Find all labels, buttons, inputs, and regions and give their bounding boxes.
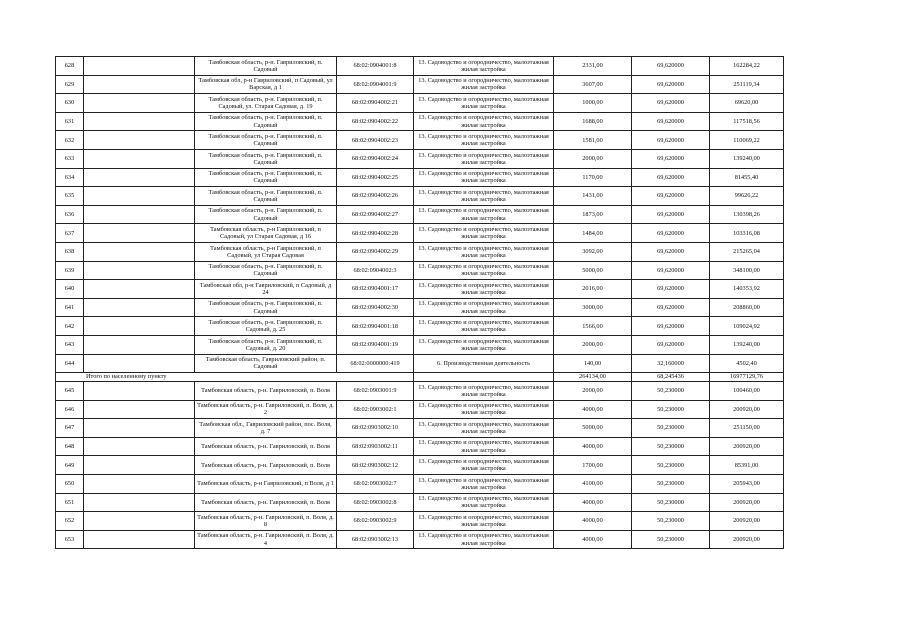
address-cell: Тамбовская область, р-н. Гавриловский, п. Воля, д. 8 [195, 512, 337, 531]
area-cell: 3000,00 [554, 298, 632, 317]
area-cell: 4000,00 [554, 437, 632, 456]
cadastral-value-cell: 130398,26 [710, 205, 784, 224]
row-number: 647 [56, 419, 84, 438]
specific-value-cell: 69,620000 [632, 224, 710, 243]
subtotal-cadastral-cell [337, 373, 414, 382]
area-cell: 1431,00 [554, 187, 632, 206]
specific-value-cell: 69,620000 [632, 187, 710, 206]
specific-value-cell: 32,160000 [632, 354, 710, 373]
address-cell: Тамбовская обл, р-н Гавриловский, п Садовый, д 24 [195, 280, 337, 299]
cadastral-number-cell: 68:02:0904001:8 [337, 57, 414, 76]
address-cell: Тамбовская область, Гавриловский район, п. Садовый [195, 354, 337, 373]
specific-value-cell: 69,620000 [632, 75, 710, 94]
table-body [56, 57, 784, 549]
table-row [56, 131, 784, 150]
row-number: 632 [56, 131, 84, 150]
settlement-cell [84, 112, 195, 131]
address-cell: Тамбовская область, р-н. Гавриловский, п. Воля [195, 493, 337, 512]
cadastral-value-cell: 139240,00 [710, 335, 784, 354]
land-use-cell: 13. Садоводство и огородничество, малоэтажная жилая застройка [414, 400, 554, 419]
specific-value-cell: 69,620000 [632, 261, 710, 280]
land-use-cell: 13. Садоводство и огородничество, малоэтажная жилая застройка [414, 280, 554, 299]
address-cell: Тамбовская область, р-н. Гавриловский, п. Воля [195, 437, 337, 456]
row-number: 637 [56, 224, 84, 243]
settlement-cell [84, 205, 195, 224]
land-use-cell: 13. Садоводство и огородничество, малоэтажная жилая застройка [414, 530, 554, 549]
land-plots-table [55, 56, 784, 549]
area-cell: 1581,00 [554, 131, 632, 150]
row-number: 648 [56, 437, 84, 456]
address-cell: Тамбовская область, р-н. Гавриловский, п. Садовый, д. 20 [195, 335, 337, 354]
land-use-cell: 13. Садоводство и огородничество, малоэтажная жилая застройка [414, 382, 554, 401]
row-number: 640 [56, 280, 84, 299]
address-cell: Тамбовская область, р-н. Гавриловский, п. Садовый, ул. Старая Садовая, д. 19 [195, 94, 337, 113]
table-row [56, 530, 784, 549]
settlement-cell [84, 437, 195, 456]
cadastral-value-cell: 200920,00 [710, 530, 784, 549]
table-row [56, 437, 784, 456]
specific-value-cell: 50,230000 [632, 475, 710, 494]
area-cell: 4000,00 [554, 530, 632, 549]
area-cell: 1873,00 [554, 205, 632, 224]
specific-value-cell: 50,230000 [632, 512, 710, 531]
table-row [56, 205, 784, 224]
area-cell: 2000,00 [554, 149, 632, 168]
address-cell: Тамбовская область, р-н. Гавриловский, п. Садовый [195, 168, 337, 187]
area-cell: 2016,00 [554, 280, 632, 299]
subtotal-value: 16977129,76 [710, 373, 784, 382]
address-cell: Тамбовская обл., Гавриловский район, пос. Воля, д. 7 [195, 419, 337, 438]
area-cell: 2331,00 [554, 57, 632, 76]
cadastral-number-cell: 68:02:0904002:29 [337, 242, 414, 261]
cadastral-value-cell: 69620,00 [710, 94, 784, 113]
cadastral-value-cell: 205943,00 [710, 475, 784, 494]
cadastral-value-cell: 200920,00 [710, 400, 784, 419]
settlement-cell [84, 419, 195, 438]
address-cell: Тамбовская область, р-н Гавриловский, п Садовый, ул Старая Садовая, д 16 [195, 224, 337, 243]
table-row [56, 94, 784, 113]
address-cell: Тамбовская область, р-н Гавриловский, п Садовый, ул Старая Садовая [195, 242, 337, 261]
row-number: 639 [56, 261, 84, 280]
row-number: 635 [56, 187, 84, 206]
address-cell: Тамбовская область, р-н. Гавриловский, п. Садовый [195, 131, 337, 150]
area-cell: 1566,00 [554, 317, 632, 336]
land-use-cell: 13. Садоводство и огородничество, малоэтажная жилая застройка [414, 224, 554, 243]
table-row [56, 75, 784, 94]
cadastral-number-cell: 68:02:0903002:12 [337, 456, 414, 475]
land-use-cell: 13. Садоводство и огородничество, малоэтажная жилая застройка [414, 75, 554, 94]
settlement-cell [84, 354, 195, 373]
table-row [56, 317, 784, 336]
area-cell: 140,00 [554, 354, 632, 373]
settlement-cell [84, 493, 195, 512]
settlement-cell [84, 94, 195, 113]
cadastral-number-cell: 68:02:0904002:3 [337, 261, 414, 280]
specific-value-cell: 50,230000 [632, 530, 710, 549]
cadastral-number-cell: 68:02:0903001:9 [337, 382, 414, 401]
row-number: 634 [56, 168, 84, 187]
cadastral-value-cell: 162284,22 [710, 57, 784, 76]
cadastral-value-table [55, 56, 784, 549]
cadastral-value-cell: 100460,00 [710, 382, 784, 401]
land-use-cell: 13. Садоводство и огородничество, малоэтажная жилая застройка [414, 456, 554, 475]
cadastral-value-cell: 200920,00 [710, 437, 784, 456]
cadastral-value-cell: 110069,22 [710, 131, 784, 150]
settlement-cell [84, 456, 195, 475]
land-use-cell: 13. Садоводство и огородничество, малоэтажная жилая застройка [414, 298, 554, 317]
area-cell: 2000,00 [554, 382, 632, 401]
cadastral-value-cell: 200920,00 [710, 493, 784, 512]
area-cell: 4000,00 [554, 493, 632, 512]
cadastral-value-cell: 139240,00 [710, 149, 784, 168]
land-use-cell: 13. Садоводство и огородничество, малоэтажная жилая застройка [414, 149, 554, 168]
specific-value-cell: 69,620000 [632, 57, 710, 76]
row-number: 645 [56, 382, 84, 401]
subtotal-row [56, 373, 784, 382]
table-row [56, 242, 784, 261]
address-cell: Тамбовская область, р-н. Гавриловский, п. Садовый [195, 187, 337, 206]
cadastral-number-cell: 68:02:0904002:30 [337, 298, 414, 317]
table-row [56, 354, 784, 373]
cadastral-number-cell: 68:02:0000000:419 [337, 354, 414, 373]
table-row [56, 493, 784, 512]
row-number: 653 [56, 530, 84, 549]
table-row [56, 280, 784, 299]
land-use-cell: 13. Садоводство и огородничество, малоэтажная жилая застройка [414, 187, 554, 206]
cadastral-value-cell: 208860,00 [710, 298, 784, 317]
land-use-cell: 6. Производственная деятельность [414, 354, 554, 373]
cadastral-value-cell: 200920,00 [710, 512, 784, 531]
settlement-cell [84, 335, 195, 354]
land-use-cell: 13. Садоводство и огородничество, малоэтажная жилая застройка [414, 512, 554, 531]
row-number: 643 [56, 335, 84, 354]
land-use-cell: 13. Садоводство и огородничество, малоэтажная жилая застройка [414, 335, 554, 354]
settlement-cell [84, 280, 195, 299]
address-cell: Тамбовская обл, р-н Гавриловский, п Садовый, ул Варская, д 1 [195, 75, 337, 94]
cadastral-value-cell: 109024,92 [710, 317, 784, 336]
cadastral-number-cell: 68:02:0904002:27 [337, 205, 414, 224]
area-cell: 5000,00 [554, 261, 632, 280]
row-number: 638 [56, 242, 84, 261]
settlement-cell [84, 400, 195, 419]
table-row [56, 57, 784, 76]
area-cell: 1000,00 [554, 94, 632, 113]
table-row [56, 475, 784, 494]
land-use-cell: 13. Садоводство и огородничество, малоэтажная жилая застройка [414, 261, 554, 280]
land-use-cell: 13. Садоводство и огородничество, малоэтажная жилая застройка [414, 437, 554, 456]
area-cell: 1700,00 [554, 456, 632, 475]
cadastral-number-cell: 68:02:0903002:9 [337, 512, 414, 531]
cadastral-value-cell: 4502,40 [710, 354, 784, 373]
cadastral-number-cell: 68:02:0904002:24 [337, 149, 414, 168]
land-use-cell: 13. Садоводство и огородничество, малоэтажная жилая застройка [414, 57, 554, 76]
area-cell: 4000,00 [554, 512, 632, 531]
address-cell: Тамбовская область, р-н. Гавриловский, п. Садовый [195, 57, 337, 76]
settlement-cell [84, 57, 195, 76]
area-cell: 1484,00 [554, 224, 632, 243]
table-row [56, 419, 784, 438]
area-cell: 3092,00 [554, 242, 632, 261]
cadastral-number-cell: 68:02:0904002:23 [337, 131, 414, 150]
table-row [56, 224, 784, 243]
cadastral-number-cell: 68:02:0903002:13 [337, 530, 414, 549]
table-row [56, 335, 784, 354]
specific-value-cell: 50,230000 [632, 437, 710, 456]
cadastral-number-cell: 68:02:0904001:19 [337, 335, 414, 354]
address-cell: Тамбовская область, р-н. Гавриловский, п. Садовый [195, 261, 337, 280]
settlement-cell [84, 187, 195, 206]
specific-value-cell: 50,230000 [632, 456, 710, 475]
cadastral-value-cell: 348100,00 [710, 261, 784, 280]
subtotal-rate: 68,245436 [632, 373, 710, 382]
specific-value-cell: 69,620000 [632, 112, 710, 131]
cadastral-number-cell: 68:02:0903002:1 [337, 400, 414, 419]
land-use-cell: 13. Садоводство и огородничество, малоэтажная жилая застройка [414, 493, 554, 512]
cadastral-number-cell: 68:02:0904001:18 [337, 317, 414, 336]
address-cell: Тамбовская область, р-н. Гавриловский, п. Воля, д. 2 [195, 400, 337, 419]
land-use-cell: 13. Садоводство и огородничество, малоэтажная жилая застройка [414, 475, 554, 494]
cadastral-number-cell: 68:02:0904002:21 [337, 94, 414, 113]
settlement-cell [84, 168, 195, 187]
address-cell: Тамбовская область, р-н. Гавриловский, п. Садовый, д. 25 [195, 317, 337, 336]
area-cell: 1688,00 [554, 112, 632, 131]
table-row [56, 456, 784, 475]
area-cell: 5000,00 [554, 419, 632, 438]
land-use-cell: 13. Садоводство и огородничество, малоэтажная жилая застройка [414, 168, 554, 187]
land-use-cell: 13. Садоводство и огородничество, малоэтажная жилая застройка [414, 112, 554, 131]
table-row [56, 112, 784, 131]
address-cell: Тамбовская область, р-н. Гавриловский, п. Садовый [195, 149, 337, 168]
settlement-cell [84, 475, 195, 494]
cadastral-number-cell: 68:02:0903002:8 [337, 493, 414, 512]
specific-value-cell: 50,230000 [632, 382, 710, 401]
specific-value-cell: 69,620000 [632, 335, 710, 354]
address-cell: Тамбовская область, р-н. Гавриловский, п. Воля [195, 382, 337, 401]
table-row [56, 382, 784, 401]
row-number: 651 [56, 493, 84, 512]
settlement-cell [84, 382, 195, 401]
specific-value-cell: 69,620000 [632, 149, 710, 168]
cadastral-number-cell: 68:02:0904001:9 [337, 75, 414, 94]
land-use-cell: 13. Садоводство и огородничество, малоэтажная жилая застройка [414, 242, 554, 261]
subtotal-label: Итого по населенному пункту [56, 373, 337, 382]
address-cell: Тамбовская область, р-н. Гавриловский, п. Садовый [195, 205, 337, 224]
area-cell: 2000,00 [554, 335, 632, 354]
row-number: 642 [56, 317, 84, 336]
address-cell: Тамбовская область, р-н Гавриловский, п Воля, д 1 [195, 475, 337, 494]
settlement-cell [84, 149, 195, 168]
table-row [56, 168, 784, 187]
specific-value-cell: 69,620000 [632, 280, 710, 299]
area-cell: 4000,00 [554, 400, 632, 419]
row-number: 641 [56, 298, 84, 317]
cadastral-value-cell: 251119,34 [710, 75, 784, 94]
table-row [56, 261, 784, 280]
settlement-cell [84, 224, 195, 243]
cadastral-number-cell: 68:02:0903002:10 [337, 419, 414, 438]
land-use-cell: 13. Садоводство и огородничество, малоэтажная жилая застройка [414, 317, 554, 336]
specific-value-cell: 69,620000 [632, 94, 710, 113]
area-cell: 4100,00 [554, 475, 632, 494]
row-number: 631 [56, 112, 84, 131]
table-row [56, 187, 784, 206]
row-number: 636 [56, 205, 84, 224]
cadastral-value-cell: 117518,56 [710, 112, 784, 131]
cadastral-value-cell: 85391,00 [710, 456, 784, 475]
specific-value-cell: 69,620000 [632, 242, 710, 261]
row-number: 652 [56, 512, 84, 531]
cadastral-value-cell: 99626,22 [710, 187, 784, 206]
table-row [56, 149, 784, 168]
cadastral-value-cell: 140353,92 [710, 280, 784, 299]
row-number: 630 [56, 94, 84, 113]
table-row [56, 512, 784, 531]
table-row [56, 400, 784, 419]
cadastral-value-cell: 251150,00 [710, 419, 784, 438]
specific-value-cell: 69,620000 [632, 168, 710, 187]
cadastral-number-cell: 68:02:0904001:17 [337, 280, 414, 299]
land-use-cell: 13. Садоводство и огородничество, малоэтажная жилая застройка [414, 94, 554, 113]
cadastral-number-cell: 68:02:0904002:28 [337, 224, 414, 243]
settlement-cell [84, 131, 195, 150]
specific-value-cell: 50,230000 [632, 419, 710, 438]
settlement-cell [84, 530, 195, 549]
cadastral-number-cell: 68:02:0904002:25 [337, 168, 414, 187]
row-number: 629 [56, 75, 84, 94]
table-row [56, 298, 784, 317]
row-number: 646 [56, 400, 84, 419]
specific-value-cell: 50,230000 [632, 493, 710, 512]
cadastral-number-cell: 68:02:0903002:11 [337, 437, 414, 456]
settlement-cell [84, 512, 195, 531]
area-cell: 1170,00 [554, 168, 632, 187]
row-number: 633 [56, 149, 84, 168]
specific-value-cell: 69,620000 [632, 131, 710, 150]
settlement-cell [84, 242, 195, 261]
land-use-cell: 13. Садоводство и огородничество, малоэтажная жилая застройка [414, 419, 554, 438]
specific-value-cell: 69,620000 [632, 317, 710, 336]
address-cell: Тамбовская область, р-н. Гавриловский, п. Садовый [195, 298, 337, 317]
cadastral-number-cell: 68:02:0903002:7 [337, 475, 414, 494]
land-use-cell: 13. Садоводство и огородничество, малоэтажная жилая застройка [414, 131, 554, 150]
cadastral-value-cell: 81455,40 [710, 168, 784, 187]
land-use-cell: 13. Садоводство и огородничество, малоэтажная жилая застройка [414, 205, 554, 224]
cadastral-number-cell: 68:02:0904002:26 [337, 187, 414, 206]
cadastral-value-cell: 103316,08 [710, 224, 784, 243]
row-number: 644 [56, 354, 84, 373]
row-number: 650 [56, 475, 84, 494]
settlement-cell [84, 261, 195, 280]
row-number: 649 [56, 456, 84, 475]
specific-value-cell: 50,230000 [632, 400, 710, 419]
area-cell: 3607,00 [554, 75, 632, 94]
specific-value-cell: 69,620000 [632, 205, 710, 224]
address-cell: Тамбовская область, р-н. Гавриловский, п. Воля, д. 4 [195, 530, 337, 549]
row-number: 628 [56, 57, 84, 76]
cadastral-number-cell: 68:02:0904002:22 [337, 112, 414, 131]
cadastral-value-cell: 215265,04 [710, 242, 784, 261]
specific-value-cell: 69,620000 [632, 298, 710, 317]
address-cell: Тамбовская область, р-н. Гавриловский, п. Воля [195, 456, 337, 475]
settlement-cell [84, 75, 195, 94]
address-cell: Тамбовская область, р-н. Гавриловский, п. Садовый [195, 112, 337, 131]
subtotal-area: 264134,00 [554, 373, 632, 382]
subtotal-land-use-cell [414, 373, 554, 382]
settlement-cell [84, 298, 195, 317]
settlement-cell [84, 317, 195, 336]
